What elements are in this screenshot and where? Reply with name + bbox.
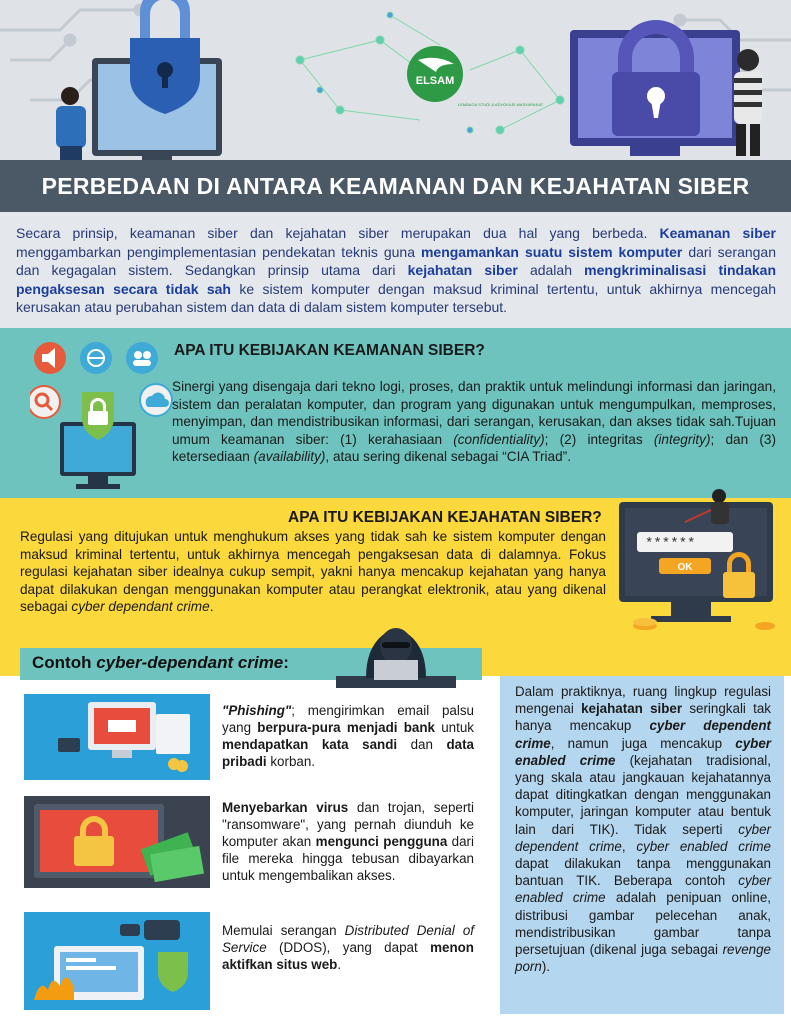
keamanan-italic: (availability) <box>253 449 326 464</box>
sidebar-italic: cyber enabled crime <box>515 873 771 906</box>
phishing-bold: data pribadi <box>222 737 474 769</box>
keamanan-text: ; (2) integritas <box>544 431 654 447</box>
intro-bold: mengamankan suatu sistem komputer <box>420 243 683 260</box>
phishing-normal: korban. <box>266 754 316 769</box>
keamanan-italic: (confidentiality) <box>453 431 545 447</box>
ddos-thumbnail <box>24 912 210 1010</box>
intro-bold: Keamanan siber <box>659 225 776 241</box>
keamanan-text: ; dan (3) ketersediaan <box>172 431 776 464</box>
users-icon <box>126 342 158 374</box>
sidebar-bold-italic: cyber enabled crime <box>515 735 771 768</box>
intro-bold: kejahatan siber <box>407 262 518 278</box>
sidebar-text: seringkali tak hanya mencakup <box>515 701 771 734</box>
monitor-shield-illustration <box>92 0 222 160</box>
intro-bold: mengkriminalisasi tindakan pengaksesan secara tidak sah <box>16 262 777 297</box>
keamanan-text: , atau sering dikenal sebagai “CIA Triad”. <box>325 449 571 464</box>
virus-bold: mengunci pengguna <box>315 834 448 849</box>
monitor-lock-illustration <box>570 20 740 156</box>
intro-text: adalah <box>517 262 585 278</box>
phishing-bold: mendapatkan kata sandi <box>222 737 398 752</box>
virus-text <box>222 799 474 884</box>
intro-text: dari serangan dan kegagalan sistem. Sedangkan prinsip utama dari <box>16 243 776 278</box>
logo-subtext: LEMBAGA STUDI & ADVOKASI MASYARAKAT <box>458 102 544 107</box>
ddos-bold: menon aktifkan situs web <box>222 940 474 972</box>
contoh-prefix: Contoh <box>32 653 97 672</box>
sidebar-box <box>500 676 784 1014</box>
hero-illustration <box>0 0 791 160</box>
kejahatan-italic: cyber dependant crime <box>71 599 210 614</box>
sidebar-text: ). <box>541 959 550 975</box>
kejahatan-paragraph <box>20 528 606 616</box>
keamanan-paragraph <box>172 378 776 466</box>
ddos-normal: Memulai serangan <box>222 923 345 938</box>
sidebar-bold-italic: cyber dependent crime <box>515 718 771 751</box>
sidebar-text: dapat dilakukan tanpa menggunakan bantuan TIK. Beberapa contoh <box>515 856 771 889</box>
page-title: PERBEDAAN DI ANTARA KEAMANAN DAN KEJAHATAN SIBER <box>0 160 791 212</box>
intro-text: ke sistem komputer dengan maksud kriminal tertentu, untuk akhirnya mencegah kerusakan atau perubahan sistem dan data di dalam sistem komputer tersebut. <box>16 280 776 315</box>
ddos-normal: (DDOS), yang dapat <box>266 940 431 955</box>
kejahatan-text: Regulasi yang ditujukan untuk menghukum akses yang tidak sah ke sistem komputer dengan maksud kriminal tertentu, untuk akhirnya mencegah pengaksesan data di dalamnya. Fokus regulasi kejahatan siber idealnya cukup sempit, yakni hanya mencakup kejahatan yang hanya dapat dilakukan dengan menggunakan komputer atau perangkat elektronik, atau yang dikenal sebagai <box>20 529 606 614</box>
sidebar-bold: kejahatan siber <box>581 701 683 717</box>
contoh-title <box>32 653 289 673</box>
sidebar-paragraph <box>515 683 771 975</box>
cloud-icon <box>140 384 172 416</box>
woman-figure-illustration <box>56 87 86 160</box>
virus-normal: dari file mereka hingga tebusan dibayarkan untuk mengembalikan akses. <box>222 834 474 883</box>
magnifier-icon <box>30 386 60 418</box>
logo-text: ELSAM <box>415 75 455 87</box>
phishing-normal: ; mengirimkan email palsu yang <box>222 703 474 735</box>
keamanan-heading: APA ITU KEBIJAKAN KEAMANAN SIBER? <box>174 342 485 359</box>
sidebar-text: (kejahatan tradisional, yang skala atau jangkauan kejahatannya dapat ditingkatkan dengan menggunakan komputer, jaringan komputer atau bentuk lain dari TIK). Tidak seperti <box>515 752 772 837</box>
intro-text: Secara prinsip, keamanan siber dan kejahatan siber merupakan dua hal yang berbeda. <box>16 225 660 241</box>
phishing-normal: dan <box>397 737 447 752</box>
elsam-logo <box>407 46 544 107</box>
sidebar-italic: revenge porn <box>515 942 771 975</box>
phishing-bold: "Phishing" <box>222 703 292 718</box>
keamanan-italic: (integrity) <box>653 431 711 447</box>
contoh-italic: cyber-dependant crime <box>96 653 284 672</box>
sidebar-text: Dalam praktiknya, ruang lingkup regulasi mengenai <box>515 684 771 717</box>
hooded-hacker-illustration <box>336 612 456 692</box>
globe-icon <box>80 342 112 374</box>
intro-text: menggambarkan pengimplementasian pendekatan teknis guna <box>16 243 421 260</box>
speaker-icon <box>34 342 66 374</box>
phishing-normal: untuk <box>434 720 474 735</box>
keamanan-section <box>0 328 791 498</box>
virus-normal: dan trojan, seperti "ransomware", yang pernah diunduh ke komputer akan <box>222 800 474 849</box>
sidebar-text: , <box>621 838 637 854</box>
contoh-suffix: : <box>283 653 289 672</box>
sidebar-italic: cyber dependent crime <box>515 821 771 854</box>
ok-label: OK <box>677 562 693 573</box>
sidebar-italic: cyber enabled crime <box>636 838 771 854</box>
ddos-text <box>222 922 474 973</box>
kejahatan-text: . <box>209 599 214 614</box>
sidebar-text: , namun juga mencakup <box>550 735 736 751</box>
ransomware-thumbnail <box>24 796 210 888</box>
phishing-bold: berpura-pura menjadi bank <box>257 720 435 735</box>
sidebar-text: adalah penipuan online, distribusi gambar pelecehan anak, mendistribusikan gambar tanpa persetujuan (dikenal juga sebagai <box>515 890 771 958</box>
ddos-normal: . <box>337 957 342 972</box>
keamanan-text: Sinergi yang disengaja dari tekno logi, proses, dan praktik untuk melindungi informasi dan jaringan, sistem dan peralatan komputer, dan program yang digunakan untuk mengumpulkan, memproses, menyimpan, dan mendistribusikan informasi, dari serangan, kerusakan, dan akses tidak sah.Tujuan umum keamanan siber: (1) kerahasiaan <box>172 379 776 447</box>
kejahatan-heading: APA ITU KEBIJAKAN KEJAHATAN SIBER? <box>288 509 602 526</box>
password-mask: ****** <box>645 536 696 552</box>
phishing-text <box>222 702 474 770</box>
ddos-italic: Distributed Denial of Service <box>222 923 474 955</box>
virus-bold: Menyebarkan virus <box>222 800 349 815</box>
intro-section <box>0 212 791 328</box>
intro-paragraph <box>16 224 776 317</box>
security-icons-illustration <box>30 336 180 496</box>
hacked-monitor-illustration <box>615 488 791 638</box>
computer-shield-icon <box>60 392 136 489</box>
phishing-thumbnail <box>24 694 210 780</box>
